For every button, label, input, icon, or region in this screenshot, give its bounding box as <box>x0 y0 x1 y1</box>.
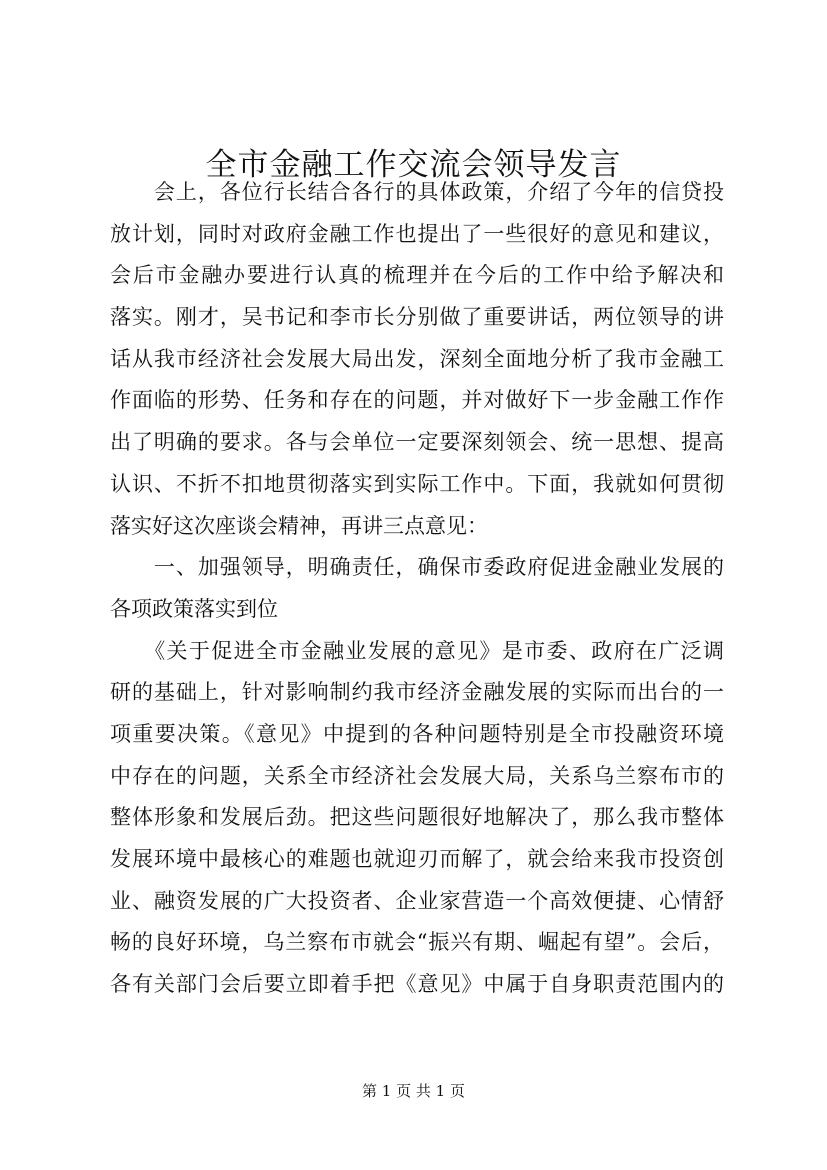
body-line: 发展环境中最核心的难题也就迎刃而解了，就会给来我市投资创 <box>110 847 724 871</box>
body-line: 中存在的问题，关系全市经济社会发展大局，关系乌兰察布市的 <box>110 763 724 788</box>
body-line: 整体形象和发展后劲。把这些问题很好地解决了，那么我市整体 <box>110 805 724 830</box>
page-footer: 第 1 页 共 1 页 <box>362 1082 465 1100</box>
body-line: 业、融资发展的广大投资者、企业家营造一个高效便捷、心情舒 <box>110 888 724 913</box>
document-title: 全市金融工作交流会领导发言 <box>205 147 622 183</box>
body-line: 话从我市经济社会发展大局出发，深刻全面地分析了我市金融工 <box>110 346 724 371</box>
body-line: 研的基础上，针对影响制约我市经济金融发展的实际而出台的一 <box>110 680 724 705</box>
body-line: 出了明确的要求。各与会单位一定要深刻领会、统一思想、提高 <box>110 430 724 455</box>
body-line: 落实好这次座谈会精神，再讲三点意见： <box>110 513 488 538</box>
body-line: 放计划，同时对政府金融工作也提出了一些很好的意见和建议， <box>110 221 724 246</box>
body-line: 《关于促进全市金融业发展的意见》是市委、政府在广泛调 <box>110 638 724 663</box>
body-line: 会上，各位行长结合各行的具体政策，介绍了今年的信贷投 <box>110 180 724 204</box>
body-line: 各项政策落实到位 <box>110 596 278 621</box>
body-line: 作面临的形势、任务和存在的问题，并对做好下一步金融工作作 <box>110 388 724 413</box>
body-line: 畅的良好环境，乌兰察布市就会“振兴有期、崛起有望”。会后， <box>110 930 724 955</box>
body-line: 落实。刚才，吴书记和李市长分别做了重要讲话，两位领导的讲 <box>110 305 724 330</box>
document-body <box>110 172 724 1006</box>
body-line: 认识、不折不扣地贯彻落实到实际工作中。下面，我就如何贯彻 <box>110 471 724 496</box>
body-line: 项重要决策。《意见》中提到的各种问题特别是全市投融资环境 <box>110 721 724 746</box>
body-line: 一、加强领导，明确责任，确保市委政府促进金融业发展的 <box>110 555 724 580</box>
body-line: 各有关部门会后要立即着手把《意见》中属于自身职责范围内的 <box>110 972 724 997</box>
body-line: 会后市金融办要进行认真的梳理并在今后的工作中给予解决和 <box>110 263 724 288</box>
